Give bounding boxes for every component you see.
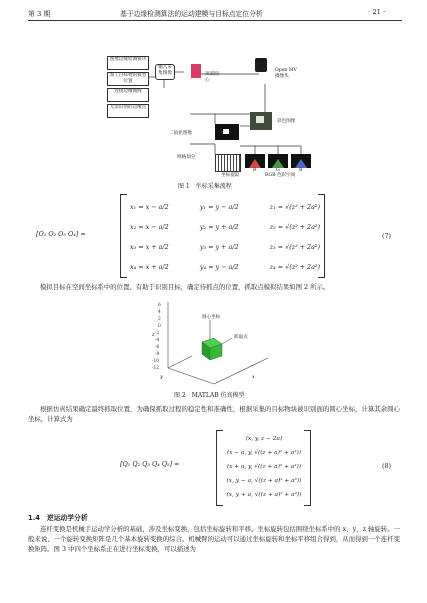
figure-1-caption: 图 1 坐标采集流程 xyxy=(178,183,232,190)
z-tick: 4 xyxy=(158,310,161,315)
eq7-x1: x₁ = x − a/2 xyxy=(130,203,169,211)
eq7-x4: x₄ = x + a/2 xyxy=(130,263,169,271)
eq7-z1: z₁ = √(z² + 2a²) xyxy=(269,203,320,211)
eq7-x2: x₂ = x − a/2 xyxy=(130,223,169,231)
eq7-z2: z₂ = √(z² + 2a²) xyxy=(269,223,320,231)
issue-number: 第 3 期 xyxy=(28,10,51,18)
eq7-y1: y₁ = y − a/2 xyxy=(199,203,239,211)
b-channel-hist xyxy=(291,154,311,168)
eq8-row-5: (x, y + a, √((z + a)² + a²)) xyxy=(226,492,302,498)
z-tick: -8 xyxy=(155,352,160,357)
eq8-number: (8) xyxy=(382,462,392,470)
running-title: 基于边缘检测算法的运动建模与目标点定位分析 xyxy=(120,10,263,18)
eq7-y2: y₂ = y + a/2 xyxy=(199,223,239,231)
eq7-row-3 xyxy=(130,237,320,257)
channel-g-label: G xyxy=(276,168,280,173)
color-image-label: 彩色图像 xyxy=(277,119,296,124)
camera-icon xyxy=(255,58,267,72)
figure-1 xyxy=(105,54,325,178)
r-channel-hist xyxy=(245,154,265,168)
y-axis-label: y xyxy=(160,374,163,380)
eq7-x3: x₃ = x + a/2 xyxy=(130,243,169,251)
flow-step-connect-curves: 连接边缘曲线 xyxy=(107,88,149,102)
eq7-z4: z₄ = √(z² + 2a²) xyxy=(269,263,320,271)
color-image-thumb xyxy=(250,112,272,130)
binary-image-label: 二值化图像 xyxy=(169,131,192,136)
coordinate-extract-label: 坐标提取 xyxy=(221,173,240,178)
eq7-y3: y₃ = y + a/2 xyxy=(199,243,239,251)
figure-2-caption: 图 2 MATLAB 仿真模型 xyxy=(174,392,245,399)
section-heading: 1.4 逆运动学分析 xyxy=(28,514,88,522)
eq7-z3: z₃ = √(z² + 2a²) xyxy=(269,243,320,251)
eq7-number: (7) xyxy=(382,232,392,240)
grab-point-label: 抓取点 xyxy=(234,335,248,340)
binary-image-thumb xyxy=(215,124,239,140)
eq8-row-3: (x + a, y, √((z + a)² + a²)) xyxy=(226,464,302,470)
channel-r-label: R xyxy=(253,168,257,173)
eq8-matrix xyxy=(222,432,306,502)
eq8-row-2: (x − a, y, √((z + a)² + a²)) xyxy=(226,450,302,456)
top-center-label: 顶部圆心 xyxy=(205,72,219,83)
eq7-y4: y₄ = y − a/2 xyxy=(199,263,239,271)
eq8-row-1: (x, y, z − 2a) xyxy=(245,436,283,442)
paragraph-2: 根据仿真结果确定最终抓取位置，为确保抓取过程的稳定性和准确性，根据采集的目标物块被识别面的圆心坐标，计算其余圆心坐标，计算式为 xyxy=(28,405,400,424)
figure-2 xyxy=(152,298,274,386)
eq7-left-bracket xyxy=(120,194,127,278)
flow-step-edge-detection: 图像边缘检测模块 xyxy=(107,56,149,70)
input-image-node: 输入采集图像 xyxy=(155,64,175,80)
eq7-row-2 xyxy=(130,217,320,237)
eq7-matrix xyxy=(130,197,320,277)
x-axis-label: x xyxy=(252,374,255,380)
flow-step-model-position: 加工目标物的模型位置 xyxy=(107,72,149,86)
paragraph-3: 连杆变换是机械手运动学分析的基础，涉及坐标变换，包括坐标旋转和平移。坐标旋转包括围绕坐标系中的 x，y，z 轴旋转。一般来说，一个旋转变换矩阵是几个基本旋转变换的综合。机械臂的运动可以通过坐标旋转和坐标平移组合得到，从而得到一个连杆变换矩阵。图 3 中四个坐标系正在进行坐标变换，可以描述为 xyxy=(28,525,400,554)
z-tick: -2 xyxy=(155,331,160,336)
z-tick: -6 xyxy=(155,345,160,350)
z-tick: -10 xyxy=(152,359,160,364)
paragraph-1: 模拟目标在空间坐标系中的位置、有助于识别目标，确定待抓点的位置，抓取点模拟结果如图 2 所示。 xyxy=(40,283,330,291)
z-tick: 0 xyxy=(158,324,161,329)
z-tick: 6 xyxy=(158,303,161,308)
z-tick: 2 xyxy=(158,317,161,322)
eq7-row-1 xyxy=(130,197,320,217)
z-tick: -4 xyxy=(155,338,160,343)
flow-step-unrecognized-points: 无法识别的边缘点 xyxy=(107,104,149,118)
page-number: · 21 · xyxy=(368,8,386,16)
channel-b-label: B xyxy=(299,168,303,173)
target-block-image xyxy=(191,64,201,78)
eq8-row-4: (x, y − a, √((z + a)² + a²)) xyxy=(226,478,302,484)
figure-2-plot xyxy=(152,298,274,386)
eq7-row-4 xyxy=(130,257,320,277)
grid-division-label: 网格划分 xyxy=(177,155,196,160)
grab-point-marker-line xyxy=(222,338,232,344)
eq7-lhs: [O₁ O₂ O₃ O₄] = xyxy=(36,230,86,238)
rgb-space-label: RGB 色彩空间 xyxy=(265,173,296,178)
z-tick: -12 xyxy=(152,366,160,371)
camera-label: Open MV 摄像头 xyxy=(275,68,297,79)
circle-center-label: 圆心坐标 xyxy=(202,315,221,320)
eq8-lhs: [Q₁ Q₂ Q₃ Q₄ Q₅] = xyxy=(120,460,180,468)
g-channel-hist xyxy=(268,154,288,168)
header-rule xyxy=(28,20,402,21)
grid-division-thumb xyxy=(215,154,241,172)
z-axis-label: z xyxy=(152,332,155,338)
